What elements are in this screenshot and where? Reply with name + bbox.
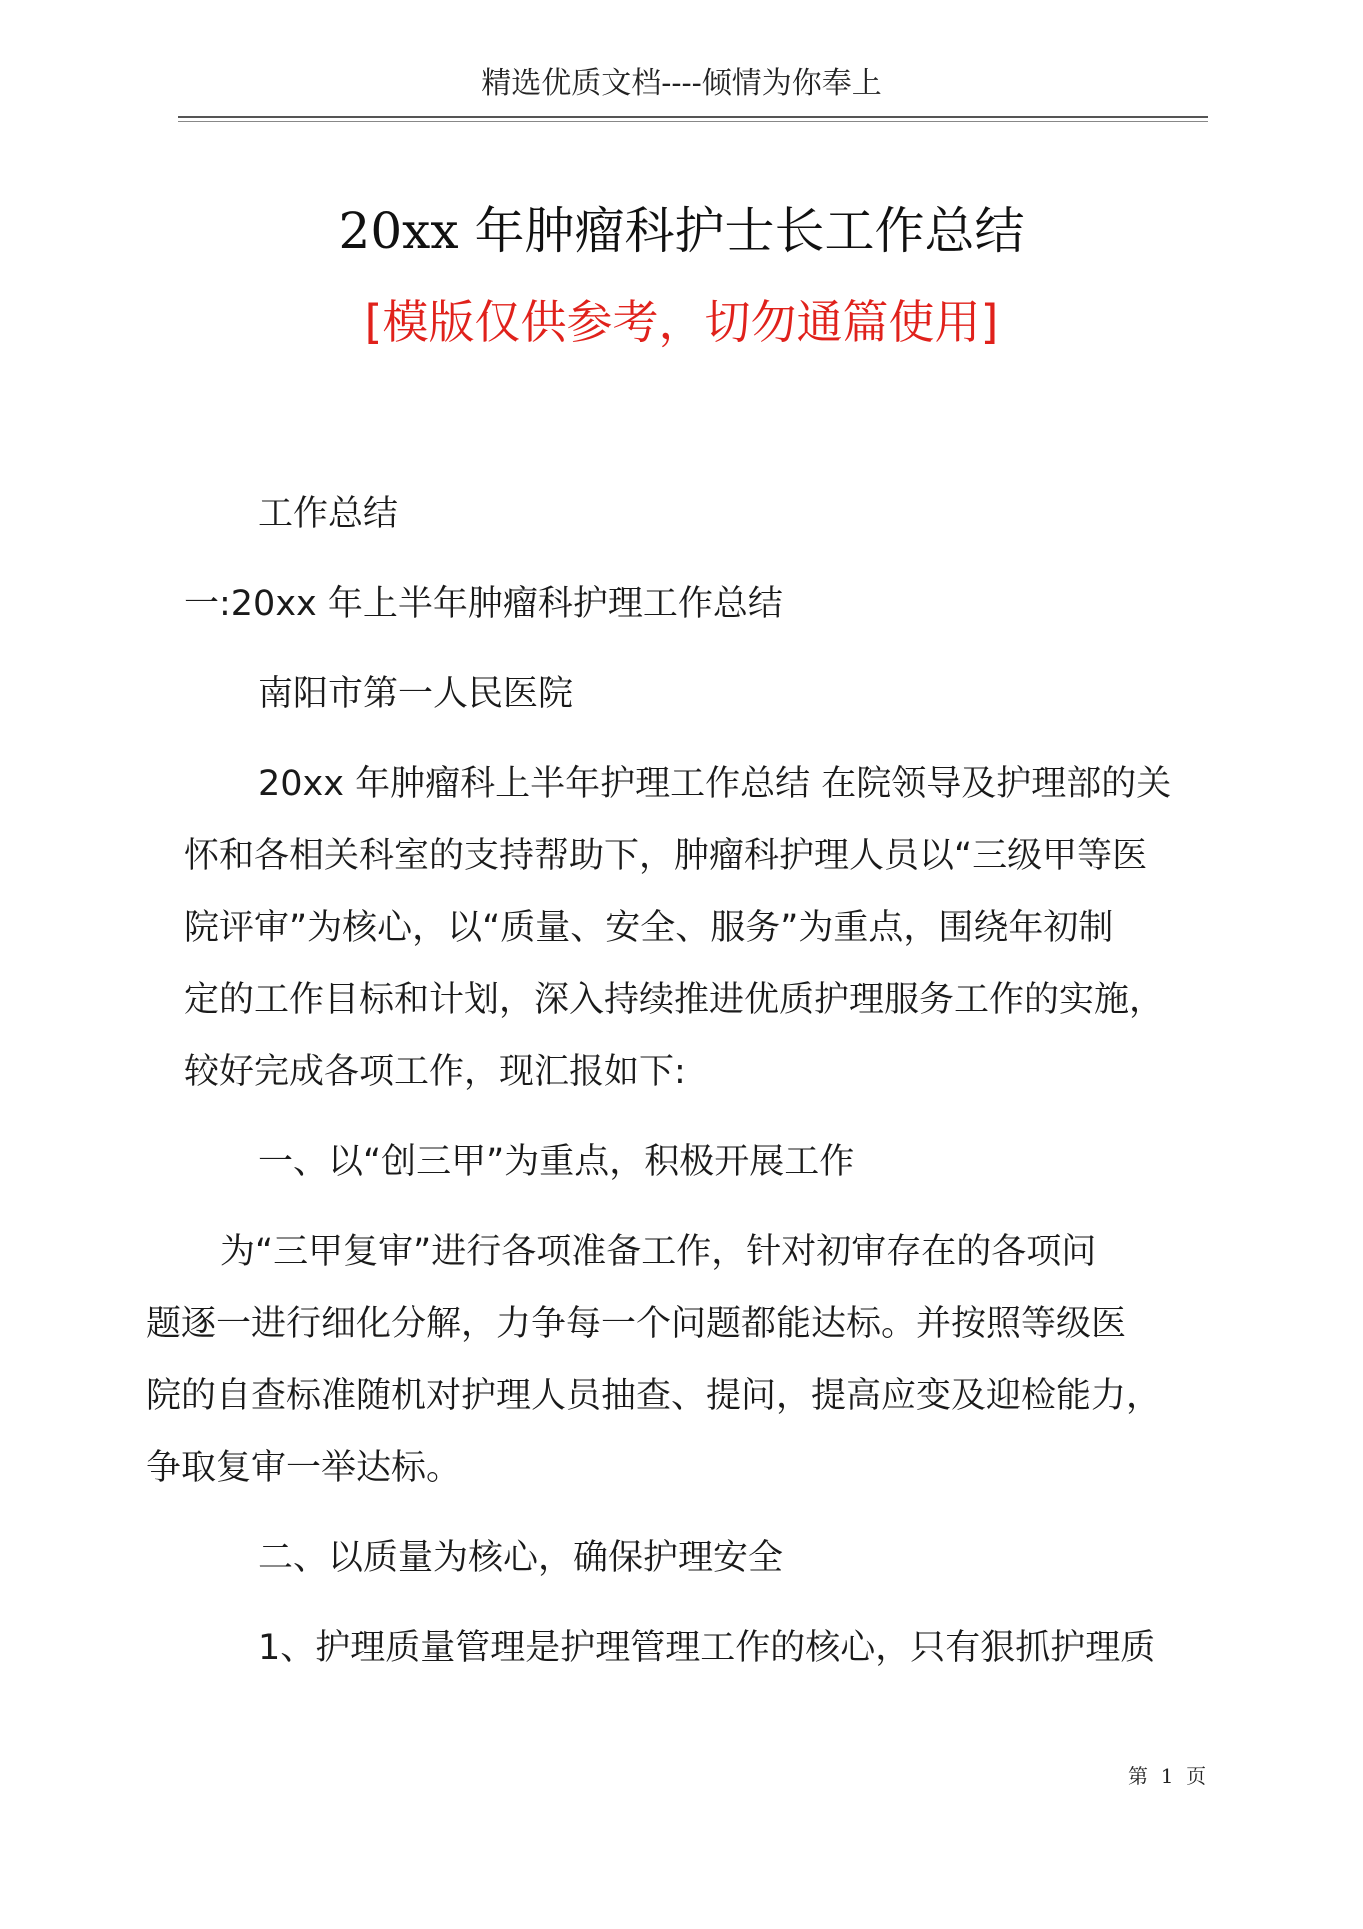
organization-name: 南阳市第一人民医院 — [258, 674, 574, 714]
paragraph-line: 1、护理质量管理是护理管理工作的核心，只有狠抓护理质 — [258, 1628, 1156, 1668]
section-heading: 二、以质量为核心，确保护理安全 — [258, 1538, 784, 1578]
document-subtitle: [模版仅供参考，切勿通篇使用] — [364, 295, 999, 349]
page-header: 精选优质文档----倾情为你奉上 — [481, 66, 882, 101]
paragraph-line: 为“三甲复审”进行各项准备工作，针对初审存在的各项问 — [220, 1232, 1097, 1272]
document-title: 20xx 年肿瘤科护士长工作总结 — [338, 202, 1025, 260]
paragraph-line: 怀和各相关科室的支持帮助下，肿瘤科护理人员以“三级甲等医 — [184, 836, 1148, 876]
section-heading: 工作总结 — [258, 494, 399, 534]
paragraph-line: 较好完成各项工作，现汇报如下: — [184, 1052, 686, 1092]
paragraph-line: 题逐一进行细化分解，力争每一个问题都能达标。并按照等级医 — [146, 1304, 1127, 1344]
header-rule-thin — [178, 121, 1208, 122]
page-number: 第 1 页 — [1128, 1764, 1207, 1788]
subsection-heading: 一:20xx 年上半年肿瘤科护理工作总结 — [184, 584, 783, 624]
paragraph-line: 争取复审一举达标。 — [146, 1448, 462, 1488]
paragraph-line: 定的工作目标和计划，深入持续推进优质护理服务工作的实施， — [184, 980, 1165, 1020]
paragraph-line: 院评审”为核心，以“质量、安全、服务”为重点，围绕年初制 — [184, 908, 1114, 948]
paragraph-line: 院的自查标准随机对护理人员抽查、提问，提高应变及迎检能力， — [146, 1376, 1162, 1416]
section-heading: 一、以“创三甲”为重点，积极开展工作 — [258, 1142, 855, 1182]
paragraph-line: 20xx 年肿瘤科上半年护理工作总结 在院领导及护理部的关 — [258, 764, 1172, 804]
header-rule — [178, 116, 1208, 118]
